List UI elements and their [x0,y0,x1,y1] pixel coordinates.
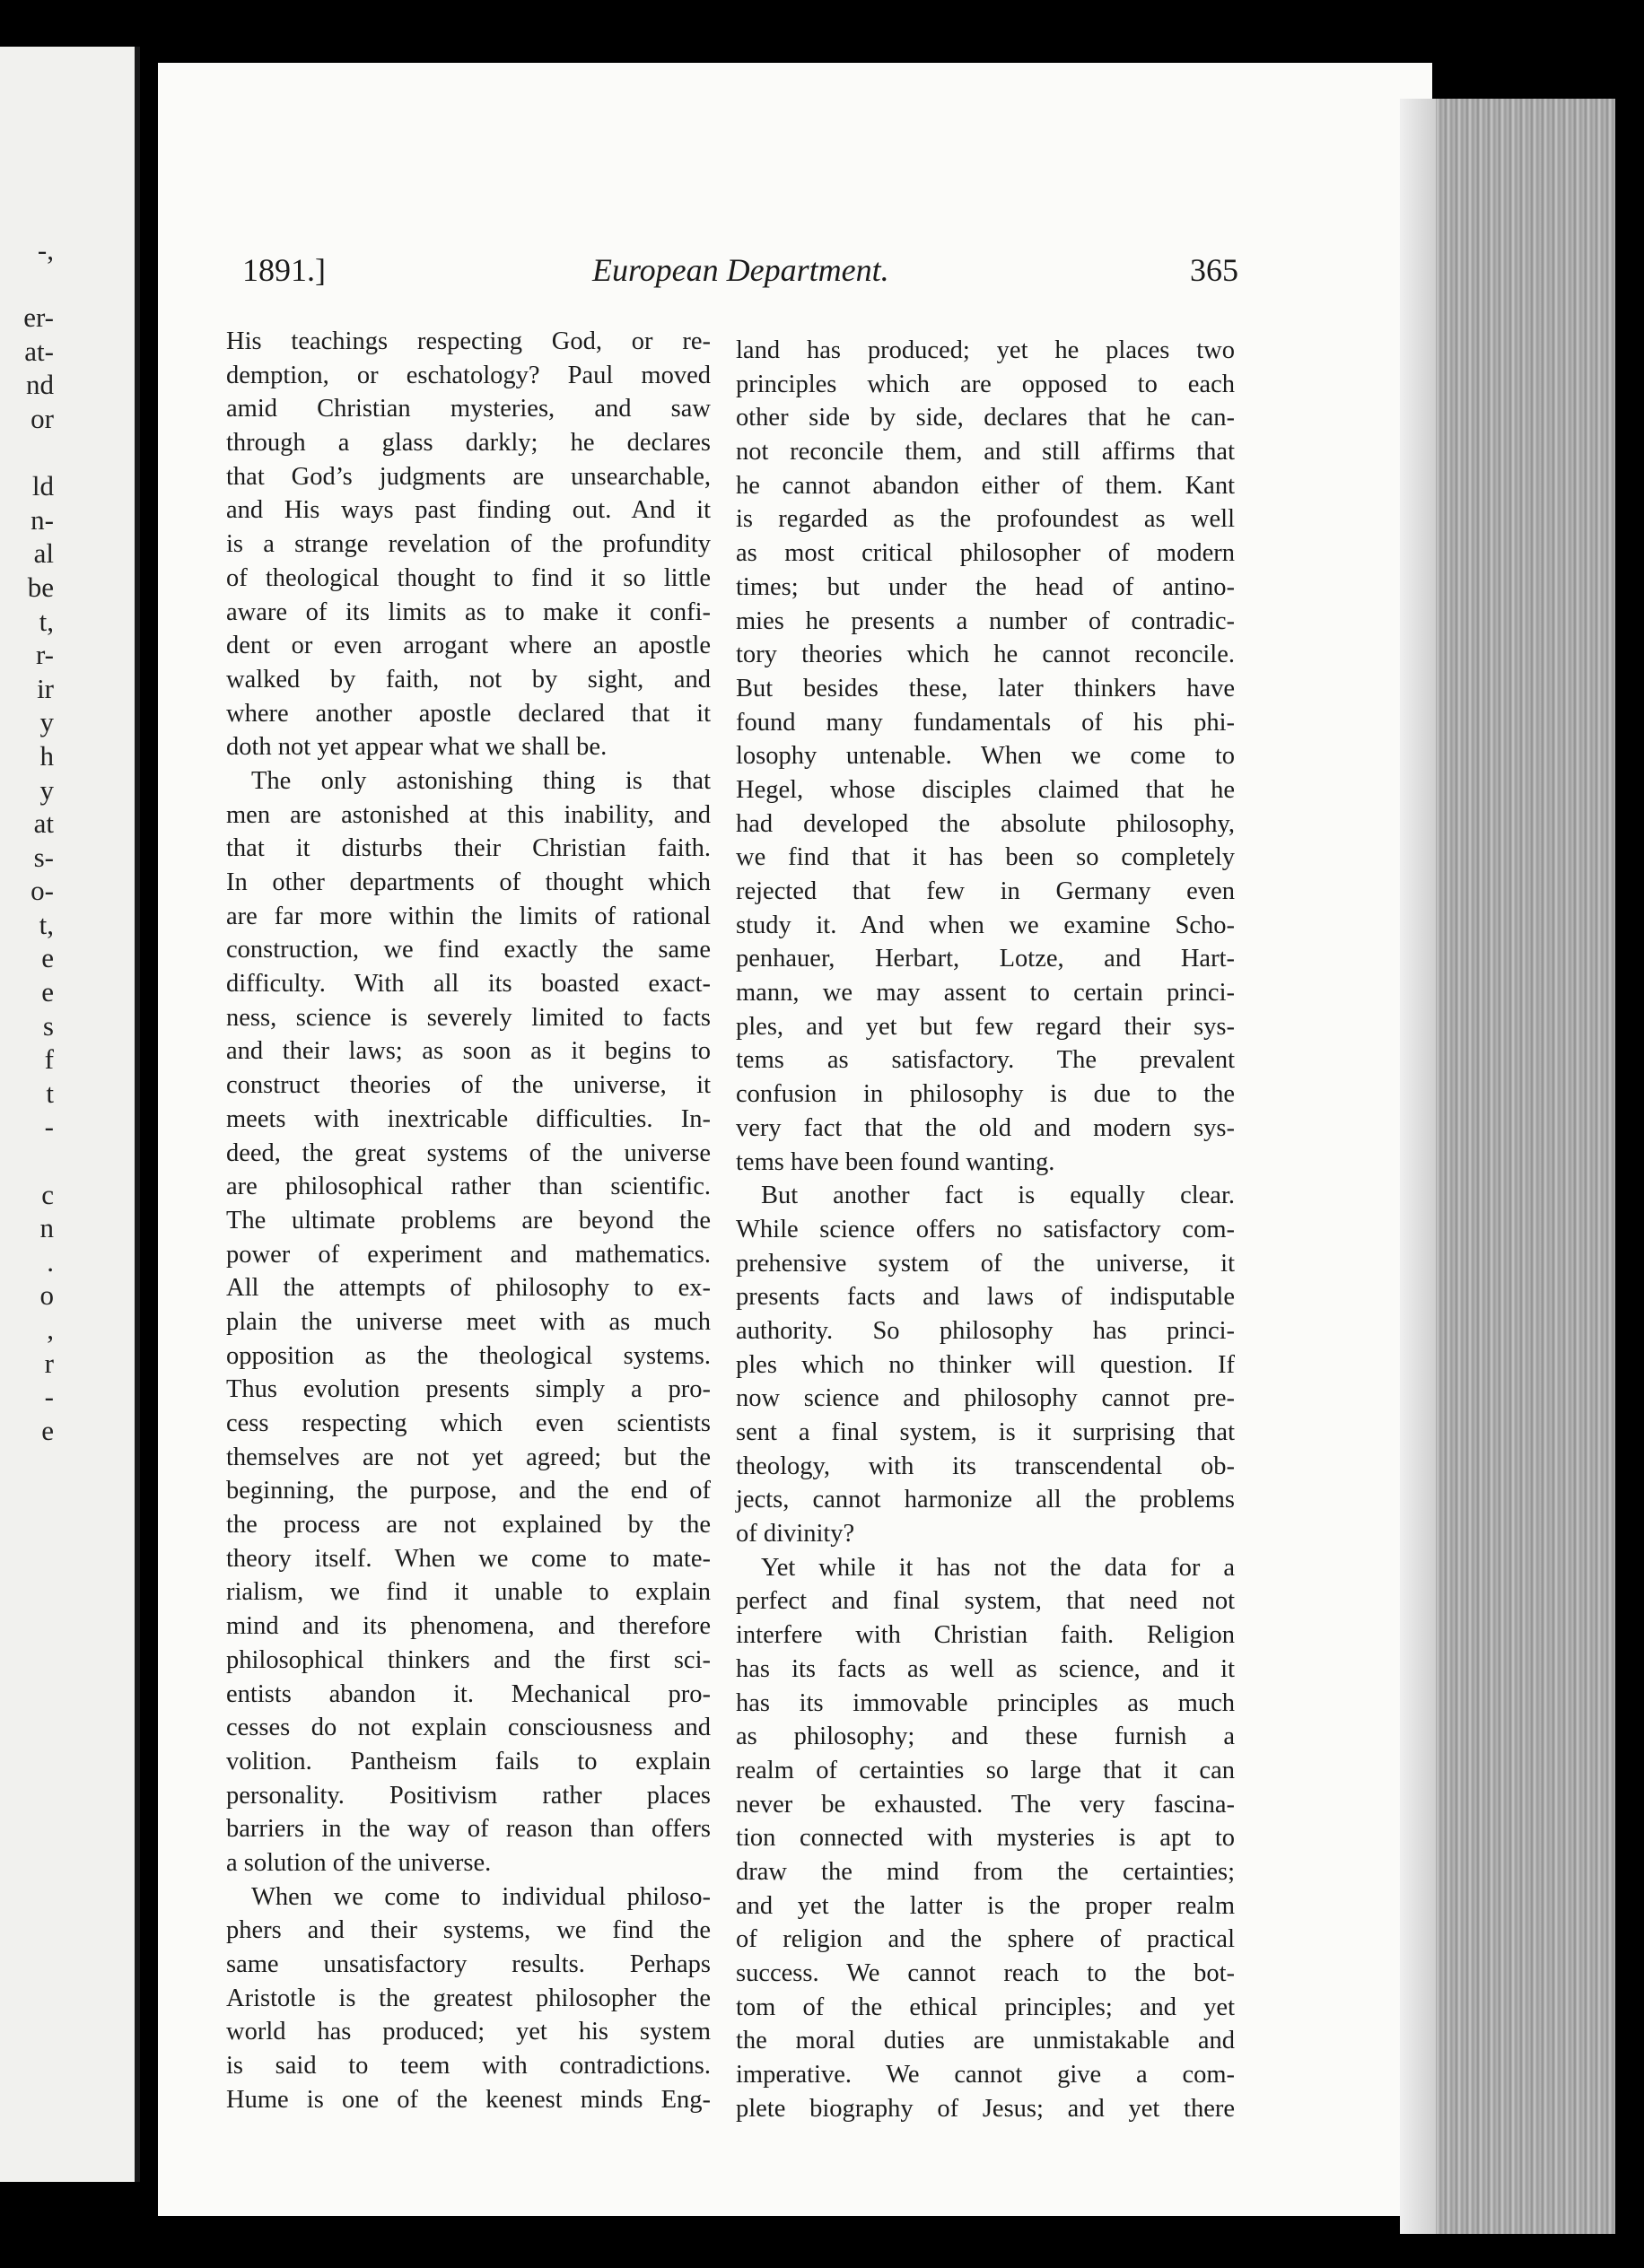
facing-page-fragment: al [33,537,54,570]
text-line: of divinity? [736,1520,855,1548]
text-line: Thus evolution presents simply a pro- [226,1375,711,1404]
facing-page-fragment [0,1784,54,1819]
text-line: tory theories which he cannot reconcile. [736,641,1235,669]
facing-page-fragment: r- [35,639,54,671]
text-line: Hegel, whose disciples claimed that he [736,775,1235,804]
facing-page-fragment [0,1481,54,1515]
text-line: tems as satisfactory. The prevalent [736,1046,1235,1075]
facing-page-fragment: n- [31,503,54,536]
facing-page-fragment [0,1819,54,1853]
text-line: When we come to individual philoso- [251,1882,711,1911]
text-line: sent a final system, is it surprising that [736,1418,1235,1446]
text-line: imperative. We cannot give a com- [736,2061,1235,2089]
text-line: The only astonishing thing is that [251,766,711,795]
text-line: deed, the great systems of the universe [226,1138,711,1167]
facing-page-fragment: ir [37,672,54,704]
facing-page-fragment: y [39,706,54,738]
text-line: men are astonished at this inability, and [226,800,711,829]
text-line: beginning, the purpose, and the end of [226,1477,711,1505]
text-line: ples which no thinker will question. If [736,1350,1235,1379]
text-line: that it disturbs their Christian faith. [226,834,711,863]
facing-page-fragment: - [44,1381,54,1413]
text-line: rialism, we find it unable to explain [226,1578,711,1607]
text-line: difficulty. With all its boasted exact- [226,970,711,999]
text-line: study it. And when we examine Scho- [736,911,1235,939]
text-line: doth not yet appear what we shall be. [226,733,608,762]
text-line: dent or even arrogant where an apostle [226,632,711,660]
facing-page-fragment [0,1650,54,1684]
text-line: mies he presents a number of contradic- [736,606,1235,635]
facing-page-fragment: h [39,739,54,772]
text-line: times; but under the head of antino- [736,572,1235,601]
text-line: opposition as the theological systems. [226,1341,711,1370]
text-line: ness, science is severely limited to facts [226,1003,711,1032]
text-line: that God’s judgments are unsearchable, [226,462,711,491]
text-line: had developed the absolute philosophy, [736,809,1235,838]
facing-page-fragment: or [31,402,54,434]
text-line: of theological thought to find it so little [226,563,711,592]
text-line: phers and their systems, we find the [226,1916,711,1945]
text-line: But besides these, later thinkers have [736,674,1235,702]
text-line: are far more within the limits of rational [226,902,711,930]
text-line: jects, cannot harmonize all the problems [736,1486,1235,1514]
text-line: theology, with its transcendental ob- [736,1452,1235,1480]
text-line: meets with inextricable difficulties. In- [226,1104,711,1133]
facing-page-fragment: at- [24,335,54,367]
facing-page-fragment: f [44,1043,54,1076]
text-line: is a strange revelation of the profundity [226,530,711,559]
text-line: aware of its limits as to make it confi- [226,598,711,626]
text-column-left [226,325,711,2116]
text-line: land has produced; yet he places two [736,336,1235,364]
text-line: But another fact is equally clear. [761,1182,1235,1210]
facing-page-fragment [0,1583,54,1617]
text-line: tion connected with mysteries is apt to [736,1824,1235,1853]
text-line: mann, we may assent to certain princi- [736,979,1235,1008]
facing-page-fragment: - [44,1111,54,1143]
text-line: now science and philosophy cannot pre- [736,1384,1235,1413]
text-line: themselves are not yet agreed; but the [226,1443,711,1471]
text-line: authority. So philosophy has princi- [736,1316,1235,1345]
text-line: volition. Pantheism fails to explain [226,1747,711,1775]
facing-page-fragment: er- [23,301,54,334]
text-line: philosophical thinkers and the first sci- [226,1645,711,1674]
text-line: as most critical philosopher of modern [736,539,1235,568]
text-line: ples, and yet but few regard their sys- [736,1012,1235,1041]
facing-page-fragment [0,1515,54,1549]
text-line: rejected that few in Germany even [736,877,1235,905]
text-line: the process are not explained by the [226,1511,711,1540]
text-line: realm of certainties so large that it can [736,1756,1235,1784]
text-line: amid Christian mysteries, and saw [226,395,711,423]
facing-page-fragment [0,1144,54,1178]
text-line: losophy untenable. When we come to [736,742,1235,771]
text-line: a solution of the universe. [226,1848,492,1877]
text-line: perfect and final system, that need not [736,1587,1235,1616]
text-line: entists abandon it. Mechanical pro- [226,1679,711,1708]
facing-page-fragment: nd [26,369,54,401]
facing-page-fragment [0,1684,54,1718]
text-line: tom of the ethical principles; and yet [736,1993,1235,2021]
text-line: prehensive system of the universe, it [736,1249,1235,1278]
text-line: world has produced; yet his system [226,2018,711,2046]
text-line: principles which are opposed to each [736,370,1235,398]
text-line: In other departments of thought which [226,868,711,896]
text-line: through a glass darkly; he declares [226,429,711,458]
facing-page-fragment: e [41,942,54,974]
text-line: is regarded as the profoundest as well [736,505,1235,534]
text-line: and His ways past finding out. And it [226,496,711,525]
facing-page-fragment: ld [31,470,54,502]
text-line: where another apostle declared that it [226,699,711,728]
text-line: Aristotle is the greatest philosopher the [226,1984,711,2012]
text-line: While science offers no satisfactory com- [736,1215,1235,1243]
facing-page-fragment: c [41,1178,54,1210]
facing-page-fragment: y [39,773,54,806]
text-line: of religion and the sphere of practical [736,1925,1235,1954]
header-year: 1891.] [242,252,326,288]
text-line: confusion in philosophy is due to the [736,1080,1235,1109]
text-line: and their laws; as soon as it begins to [226,1037,711,1066]
facing-page-fragment: be [27,571,54,603]
text-line: has its facts as well as science, and it [736,1654,1235,1683]
facing-page-fragment: , [47,1313,54,1345]
text-line: is said to teem with contradictions. [226,2052,711,2080]
text-line: success. We cannot reach to the bot- [736,1959,1235,1987]
text-line: construction, we find exactly the same [226,936,711,964]
facing-page-fragment: s [42,1009,54,1042]
facing-page-fragment [0,1717,54,1751]
text-line: draw the mind from the certainties; [736,1857,1235,1886]
facing-page-fragment: t, [39,908,54,940]
facing-page-fragment: t, [39,605,54,637]
text-line: are philosophical rather than scientific. [226,1173,711,1201]
text-line: construct theories of the universe, it [226,1071,711,1100]
page-number: 365 [1190,252,1238,288]
running-header [242,251,1238,305]
facing-page-text-fragments [0,233,54,1920]
running-title: European Department. [592,252,889,288]
text-line: Yet while it has not the data for a [761,1553,1235,1582]
facing-page-fragment [0,1886,54,1920]
text-line: cess respecting which even scientists [226,1409,711,1437]
text-line: The ultimate problems are beyond the [226,1206,711,1234]
text-line: His teachings respecting God, or re- [226,327,711,355]
text-line: walked by faith, not by sight, and [226,665,711,693]
facing-page-fragment: n [39,1212,54,1244]
text-line: interfere with Christian faith. Religion [736,1621,1235,1650]
facing-page-fragment [0,1447,54,1481]
text-line: cesses do not explain consciousness and [226,1714,711,1742]
text-line: power of experiment and mathematics. [226,1240,711,1269]
text-line: penhauer, Herbart, Lotze, and Hart- [736,945,1235,973]
text-line: not reconcile them, and still affirms that [736,438,1235,467]
facing-page-fragment [0,436,54,470]
facing-page-fragment: s- [33,841,54,873]
facing-page-fragment: r [44,1347,54,1379]
text-line: other side by side, declares that he can- [736,404,1235,432]
facing-page-fragment: o- [31,875,54,907]
facing-page-fragment [0,1853,54,1887]
text-line: barriers in the way of reason than offers [226,1815,711,1844]
facing-page-fragment [0,1616,54,1650]
text-line: All the attempts of philosophy to ex- [226,1274,711,1303]
facing-page-fragment: e [41,976,54,1008]
text-line: he cannot abandon either of them. Kant [736,471,1235,500]
page-block-edge [1400,99,1615,2234]
text-line: found many fundamentals of his phi- [736,708,1235,737]
text-line: tems have been found wanting. [736,1147,1055,1176]
text-line: theory itself. When we come to mate- [226,1544,711,1573]
facing-page [0,47,140,2182]
facing-page-fragment: at [33,807,54,840]
text-line: mind and its phenomena, and therefore [226,1612,711,1641]
facing-page-fragment: . [47,1245,54,1278]
text-line: Hume is one of the keenest minds Eng- [226,2085,711,2114]
facing-page-fragment [0,1548,54,1583]
text-line: has its immovable principles as much [736,1688,1235,1717]
facing-page-fragment: e [41,1414,54,1446]
facing-page-fragment [0,1751,54,1785]
text-line: presents facts and laws of indisputable [736,1283,1235,1312]
text-line: plain the universe meet with as much [226,1307,711,1336]
facing-page-fragment: t [46,1077,54,1109]
text-column-right [736,334,1235,2125]
text-line: the moral duties are unmistakable and [736,2027,1235,2055]
text-line: we find that it has been so completely [736,843,1235,872]
text-line: demption, or eschatology? Paul moved [226,361,711,389]
facing-page-fragment: o [39,1279,54,1312]
text-line: and yet the latter is the proper realm [736,1891,1235,1920]
text-line: same unsatisfactory results. Perhaps [226,1950,711,1978]
text-line: never be exhausted. The very fascina- [736,1790,1235,1819]
text-line: personality. Positivism rather places [226,1781,711,1810]
text-line: plete biography of Jesus; and yet there [736,2094,1235,2123]
facing-page-fragment: -, [37,234,54,266]
facing-page-fragment [0,267,54,301]
text-line: very fact that the old and modern sys- [736,1113,1235,1142]
text-line: as philosophy; and these furnish a [736,1723,1235,1751]
